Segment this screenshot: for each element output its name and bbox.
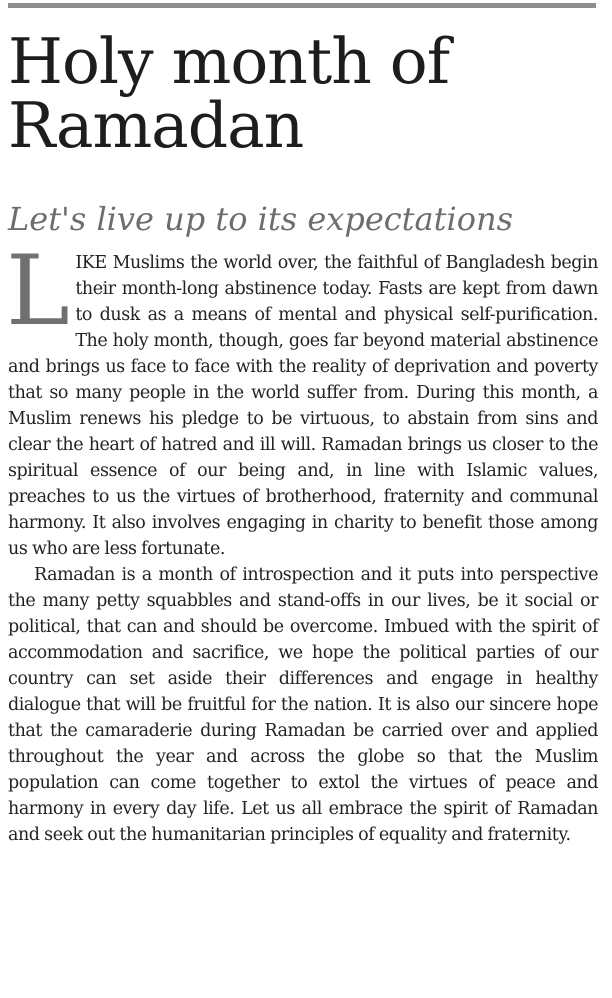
article-paragraph-2: Ramadan is a month of introspection and it puts into perspective the many petty squabbles and stand-offs in our lives, be it social or political, that can and should be overcome. Imbued with the spirit of accommodation and sacrifice, we hope the political parties of our country can set aside their differences and engage in healthy dialogue that will be fruitful for the nation. It is also our sincere hope that the camaraderie during Ramadan be carried over and applied throughout the year and across the globe so that the Muslim population can come together to extol the virtues of peace and harmony in every day life. Let us all embrace the spirit of Ramadan and seek out the humanitarian principles of equality and fraternity.	[8, 565, 598, 845]
headline-line-2: Ramadan	[8, 89, 304, 162]
article-paragraph-1	[6, 235, 598, 562]
drop-cap: L	[6, 235, 70, 347]
paragraph-1-text: IKE Muslims the world over, the faithful of Bangladesh begin their month-long abstinence today. Fasts are kept from dawn to dusk as a means of mental and physical self-purification. The holy month, though, goes far beyond material abstinence and brings us face to face with the reality of deprivation and poverty that so many people in the world suffer from. During this month, a Muslim renews his pledge to be virtuous, to abstain from sins and clear the heart of hatred and ill will. Ramadan brings us closer to the spiritual essence of our being and, in line with Islamic values, preaches to us the virtues of brotherhood, fraternity and communal harmony. It also involves engaging in charity to benefit those among us who are less fortunate.	[8, 253, 598, 559]
headline	[8, 25, 604, 162]
subheadline: Let's live up to its expectations	[8, 200, 513, 238]
top-rule	[8, 3, 596, 8]
article-body	[6, 235, 598, 848]
headline-line-1: Holy month of	[8, 25, 450, 98]
